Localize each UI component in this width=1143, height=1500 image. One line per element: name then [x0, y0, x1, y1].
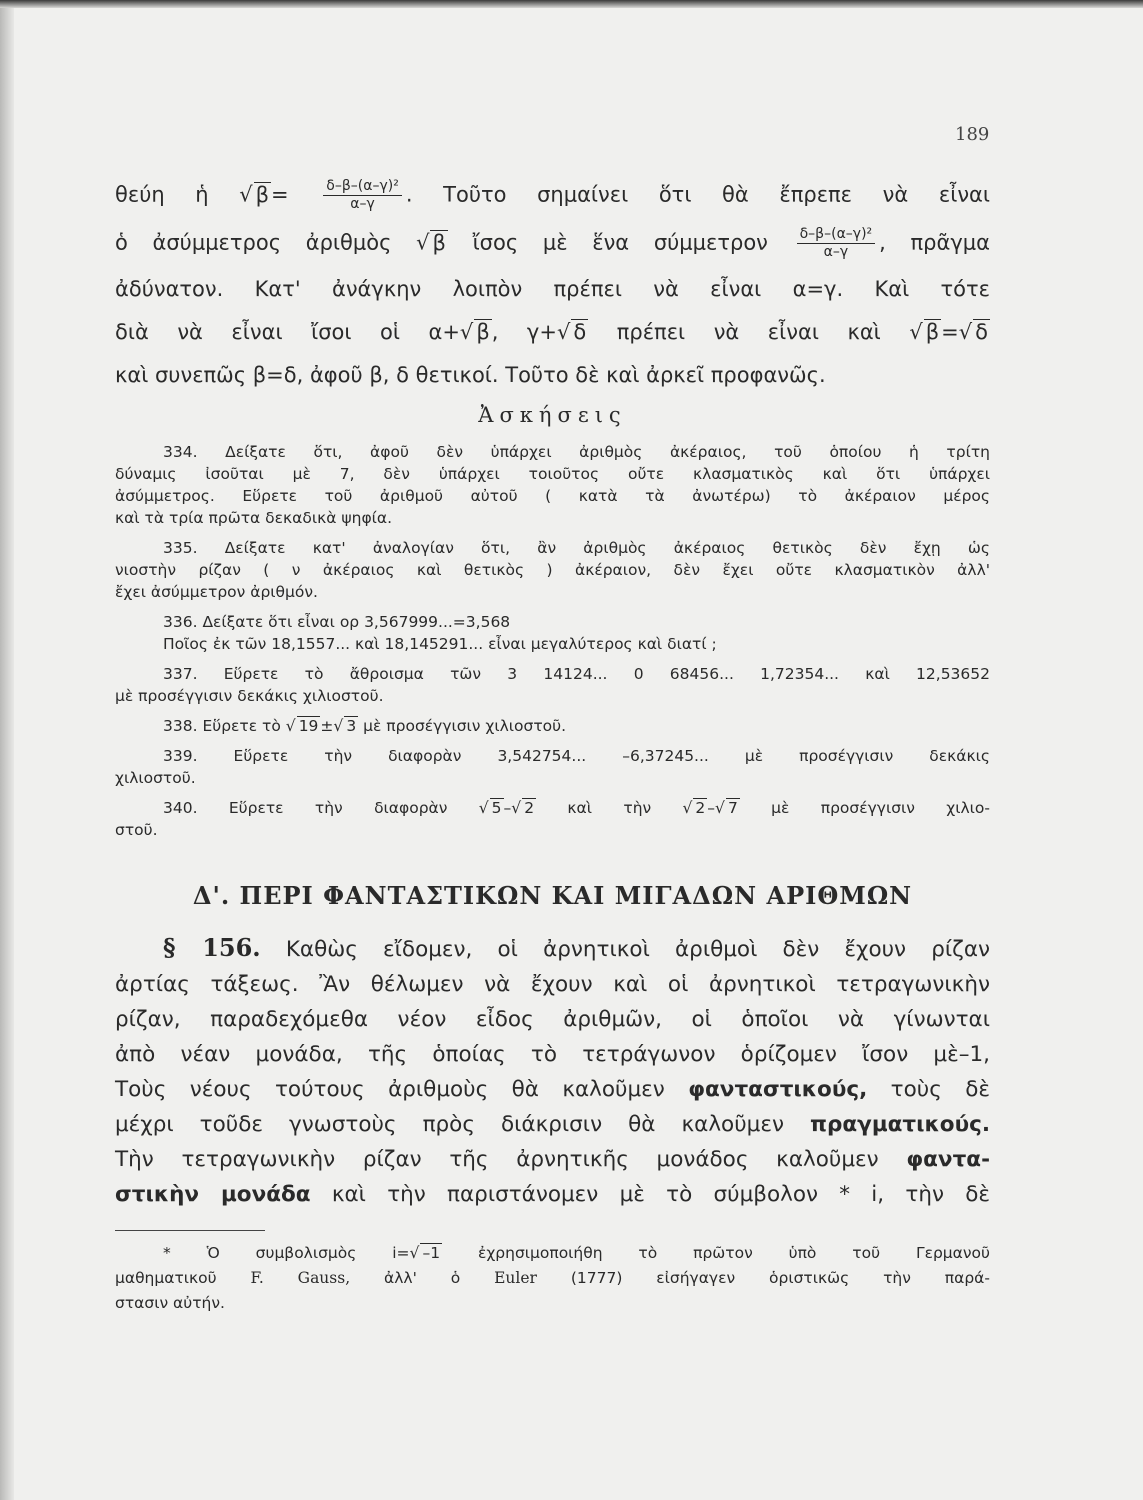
sqrt-expression: β [255, 182, 270, 207]
fraction: $\frac{\text{δ–β–(α–γ)²}}{\alpha-\gamma}$ [797, 226, 876, 261]
page-content [115, 178, 990, 1316]
footnote-rule [115, 1230, 265, 1231]
exercise-336: 336. Δείξατε ὅτι εἶναι ορ 3,567999...=3,568 Ποῖος ἐκ τῶν 18,1557... καὶ 18,145291... εἶναι μεγαλύτερος καὶ διατί ; [163, 613, 717, 653]
section-paragraph: § 156. Καθὼς εἴδομεν, οἱ ἀρνητικοὶ ἀριθμοὶ δὲν ἔχουν ρίζαν ἀρτίας τάξεως. Ἂν θέλωμεν νὰ ἔχουν καὶ οἱ ἀρνητικοὶ τετραγωνικὴν ρίζαν, παραδεχόμεθα νέον εἶδος ἀριθμῶν, οἱ ὁποῖοι νὰ γίνωνται ἀπὸ νέαν μονάδα, τῆς ὁποίας τὸ τετράγωνον ὁρίζομεν ἴσον μὲ–1, Τοὺς νέους τούτους ἀριθμοὺς θὰ καλοῦμεν φανταστικούς, τοὺς δὲ μέχρι τοῦδε γνωστοὺς πρὸς διάκρισιν θὰ καλοῦμεν πραγματικούς. Τὴν τετραγωνικὴν ρίζαν τῆς ἀρνητικῆς μονάδος καλοῦμεν φαντα- στικὴν μονάδα καὶ τὴν παριστάνομεν μὲ τὸ σύμβολον * i, τὴν δὲ [115, 933, 991, 1207]
sqrt-expression: β [432, 230, 446, 255]
text-line: ἀδύνατον. Κατ' ἀνάγκην λοιπὸν πρέπει νὰ εἶναι α=γ. Καὶ τότε [115, 277, 990, 301]
text-line: διὰ νὰ εἶναι ἴσοι οἱ α+√ β, γ+√ δ πρέπει νὰ εἶναι καὶ √ β=√ δ [115, 320, 988, 344]
fraction: $\frac{\text{δ–β–(α–γ)²}}{\alpha-\gamma}$ [323, 178, 402, 213]
exercise-337: 337. Εὕρετε τὸ ἄθροισμα τῶν 3 14124... 0 68456... 1,72354... καὶ 12,53652 μὲ προσέγγισιν δεκάκις χιλιοστοῦ. [115, 665, 990, 705]
exercise-338: 338. Εὕρετε τὸ √ 19 ±√ 3 μὲ προσέγγισιν χιλιοστοῦ. [163, 717, 567, 735]
text-line: θεύη ἡ √ β= $\frac{\text{δ–β–(α–γ)²}}{\alpha-\gamma}$ . Τοῦτο σημαίνει ὅτι θὰ ἔπρεπε νὰ εἶναι [115, 178, 990, 212]
scan-edge-top [0, 0, 1143, 8]
exercise-334: 334. Δείξατε ὅτι, ἀφοῦ δὲν ὑπάρχει ἀριθμὸς ἀκέραιος, τοῦ ὁποίου ἡ τρίτη δύναμις ἰσοῦται μὲ 7, δὲν ὑπάρχει τοιοῦτος οὔτε κλασματικὸς καὶ ὅτι ὑπάρχει ἀσύμμετρος. Εὕρετε τοῦ ἀριθμοῦ αὐτοῦ ( κατὰ τὰ ἀνωτέρω) τὸ ἀκέραιον μέρος καὶ τὰ τρία πρῶτα δεκαδικὰ ψηφία. [115, 443, 990, 527]
scan-edge-left [0, 0, 14, 1500]
exercise-339: 339. Εὕρετε τὴν διαφορὰν 3,542754... –6,37245... μὲ προσέγγισιν δεκάκις χιλιοστοῦ. [115, 747, 990, 787]
page-number: 189 [955, 124, 990, 145]
top-paragraph [115, 178, 990, 390]
exercises-heading: Ἀσκήσεις [478, 403, 627, 427]
text-line: ὁ ἀσύμμετρος ἀριθμὸς √ β ἴσος μὲ ἕνα σύμμετρον $\frac{\text{δ–β–(α–γ)²}}{\alpha-\gamma}$ , πρᾶγμα [115, 226, 990, 260]
section-heading: Δ'. ΠΕΡΙ ΦΑΝΤΑΣΤΙΚΩΝ ΚΑΙ ΜΙΓΑΔΩΝ ΑΡΙΘΜΩΝ [192, 881, 913, 910]
text-line: καὶ συνεπῶς β=δ, ἀφοῦ β, δ θετικοί. Τοῦτο δὲ καὶ ἀρκεῖ προφανῶς. [115, 363, 826, 387]
section-number: § 156. [163, 933, 261, 962]
exercise-340: 340. Εὕρετε τὴν διαφορὰν √ 5 –√ 2 καὶ τὴν √ 2 –√ 7 μὲ προσέγγισιν χιλιο- στοῦ. [115, 799, 990, 839]
exercise-335: 335. Δείξατε κατ' ἀναλογίαν ὅτι, ἂν ἀριθμὸς ἀκέραιος θετικὸς δὲν ἔχῃ ὡς νιοστὴν ρίζαν ( ν ἀκέραιος καὶ θετικὸς ) ἀκέραιον, δὲν ἔχει οὔτε κλασματικὸν ἀλλ' ἔχει ἀσύμμετρον ἀριθμόν. [115, 539, 990, 601]
footnote: * Ὁ συμβολισμὸς i=√ –1 ἐχρησιμοποιήθη τὸ πρῶτον ὑπὸ τοῦ Γερμανοῦ μαθηματικοῦ F. Gauss, ἀλλ' ὁ Euler (1777) εἰσήγαγεν ὁριστικῶς τὴν παρά- στασιν αὐτήν. [115, 1244, 990, 1312]
